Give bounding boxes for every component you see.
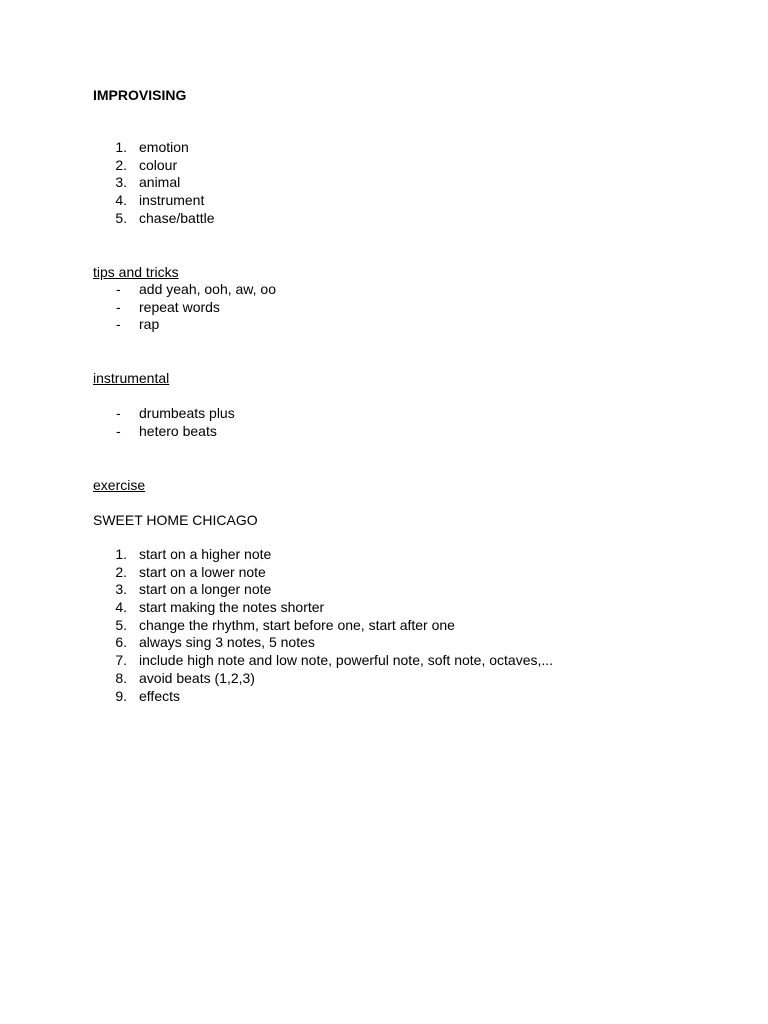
list-number: 5. — [115, 616, 127, 633]
tips-heading: tips and tricks — [93, 264, 179, 280]
instrumental-heading: instrumental — [93, 370, 170, 386]
list-number: 3. — [115, 174, 127, 191]
list-item-text: start on a lower note — [139, 563, 266, 580]
list-item-text: effects — [139, 687, 180, 704]
list-item-text: emotion — [139, 139, 189, 155]
list-item-text: avoid beats (1,2,3) — [139, 669, 255, 686]
list-item-text: change the rhythm, start before one, start after one — [139, 616, 455, 633]
list-item-text: include high note and low note, powerful note, soft note, octaves,... — [139, 652, 554, 669]
list-item-text: colour — [139, 156, 178, 173]
list-number: 3. — [115, 581, 127, 598]
dash-bullet: - — [116, 316, 121, 333]
list-number: 4. — [115, 599, 127, 616]
page-title: IMPROVISING — [93, 87, 187, 103]
list-item-text: repeat words — [139, 298, 220, 315]
list-number: 4. — [115, 192, 127, 209]
list-number: 7. — [115, 652, 127, 669]
dash-bullet: - — [116, 422, 121, 439]
list-number: 2. — [115, 156, 127, 173]
dash-bullet: - — [116, 405, 121, 421]
song-title: SWEET HOME CHICAGO — [93, 512, 258, 528]
list-item-text: rap — [139, 316, 160, 333]
list-item-text: animal — [139, 174, 181, 191]
exercise-heading: exercise — [93, 477, 146, 493]
list-item-text: start making the notes shorter — [139, 599, 325, 616]
list-item-text: hetero beats — [139, 422, 217, 439]
list-item-text: drumbeats plus — [139, 405, 235, 421]
list-number: 8. — [115, 669, 127, 686]
dash-bullet: - — [116, 298, 121, 315]
list-number: 1. — [115, 546, 127, 562]
list-item-text: start on a higher note — [139, 546, 272, 562]
list-item-text: start on a longer note — [139, 581, 272, 598]
list-number: 6. — [115, 634, 127, 651]
list-number: 2. — [115, 563, 127, 580]
list-item-text: chase/battle — [139, 209, 215, 226]
dash-bullet: - — [116, 281, 121, 297]
list-number: 9. — [115, 687, 127, 704]
list-item-text: instrument — [139, 192, 205, 209]
list-item-text: add yeah, ooh, aw, oo — [139, 281, 276, 297]
list-number: 1. — [115, 139, 127, 155]
list-item-text: always sing 3 notes, 5 notes — [139, 634, 315, 651]
list-number: 5. — [115, 209, 127, 226]
